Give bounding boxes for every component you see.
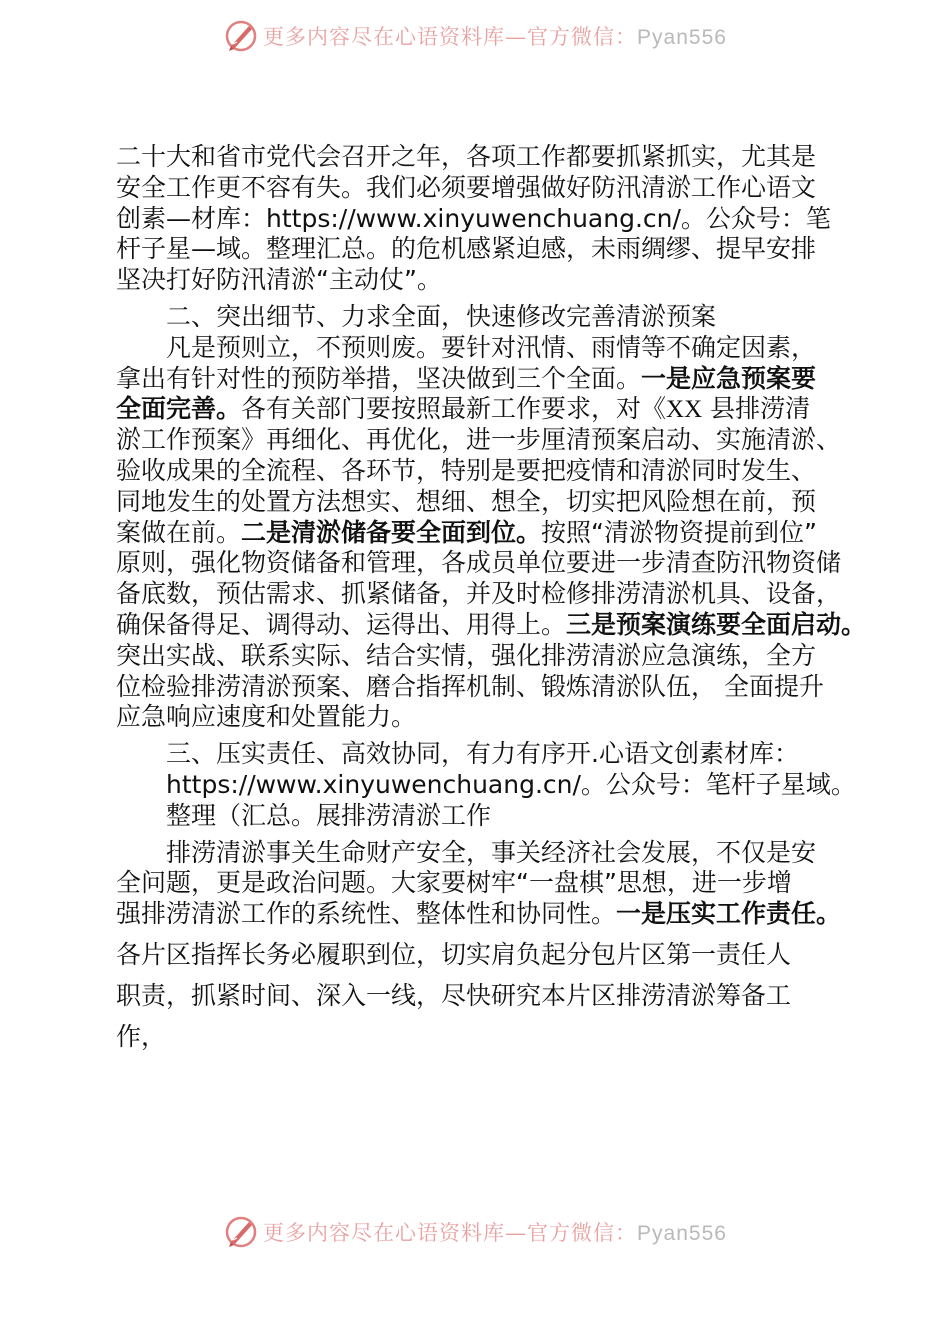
banner-text: 更多内容尽在心语资料库—官方微信：Pyan556 [263,25,727,49]
paragraph-line: 强排涝清淤工作的系统性、整体性和协同性。一是压实工作责任。 [116,899,842,929]
wechat-id: Pyan556 [637,1222,727,1245]
paragraph-line: 全面完善。各有关部门要按照最新工作要求，对《XX 县排涝清 [116,394,811,424]
footer-watermark-banner [0,1212,950,1252]
paragraph-line: 验收成果的全流程、各环节，特别是要把疫情和清淤同时发生、 [116,455,817,485]
paragraph-line: 杆子星—域。整理汇总。的危机感紧迫感，未雨绸缪、提早安排 [116,234,817,264]
paragraph-line: 职责，抓紧时间、深入一线，尽快研究本片区排涝清淤筹备工 [116,980,792,1010]
paragraph-line: 同地发生的处置方法想实、想细、想全，切实把风险想在前，预 [116,486,817,516]
pen-logo-icon [223,1214,259,1250]
paragraph-line: 淤工作预案》再细化、再优化，进一步厘清预案启动、实施清淤、 [116,425,842,455]
paragraph-line: 安全工作更不容有失。我们必须要增强做好防汛清淤工作心语文 [116,172,817,202]
paragraph-line: 拿出有针对性的预防举措，坚决做到三个全面。一是应急预案要 [116,363,817,393]
paragraph-line: 全问题，更是政治问题。大家要树牢“一盘棋”思想，进一步增 [116,868,792,898]
section-heading-3: 整理（汇总。展排涝清淤工作 [166,800,492,830]
banner-text: 更多内容尽在心语资料库—官方微信：Pyan556 [263,1221,727,1245]
paragraph-line: 应急响应速度和处置能力。 [116,702,417,732]
paragraph-line: 案做在前。二是清淤储备要全面到位。按照“清淤物资提前到位” [116,517,817,547]
paragraph-line: 排涝清淤事关生命财产安全，事关经济社会发展，不仅是安 [166,837,817,867]
paragraph-line: 二十大和省市党代会召开之年，各项工作都要抓紧抓实，尤其是 [116,142,817,171]
paragraph-line: 原则，强化物资储备和管理，各成员单位要进一步清查防汛物资储 [116,548,842,578]
wechat-id: Pyan556 [637,26,727,49]
bold-emphasis: 一是压实工作责任。 [616,899,842,929]
section-heading-3: 三、压实责任、高效协同，有力有序开.心语文创素材库： [166,739,799,769]
section-heading-3: https://www.xinyuwenchuang.cn/。公众号：笔杆子星域。 [166,769,856,799]
paragraph-line: 凡是预则立，不预则废。要针对汛情、雨情等不确定因素， [166,332,817,362]
paragraph-line: 位检验排涝清淤预案、磨合指挥机制、锻炼清淤队伍， 全面提升 [116,671,824,701]
paragraph-line: 作， [116,1021,167,1051]
paragraph-line: 确保备得足、调得动、运得出、用得上。三是预案演练要全面启动。 [116,609,867,639]
paragraph-line: 备底数，预估需求、抓紧储备，并及时检修排涝清淤机具、设备， [116,579,842,609]
document-body [116,142,876,1052]
section-heading-2: 二、突出细节、力求全面，快速修改完善清淤预案 [166,301,717,331]
header-watermark-banner [0,16,950,56]
bold-emphasis: 三是预案演练要全面启动。 [566,609,867,639]
bold-emphasis: 全面完善。 [116,394,242,424]
paragraph-line: 突出实战、联系实际、结合实情，强化排涝清淤应急演练，全方 [116,640,817,670]
bold-emphasis: 二是清淤储备要全面到位。 [241,517,542,547]
paragraph-line: 创素—材库：https://www.xinyuwenchuang.cn/。公众号：笔 [116,203,831,233]
bold-emphasis: 一是应急预案要 [641,363,817,393]
pen-logo-icon [223,18,259,54]
paragraph-line: 坚决打好防汛清淤“主动仗”。 [116,265,442,295]
paragraph-line: 各片区指挥长务必履职到位，切实肩负起分包片区第一责任人 [116,939,792,969]
